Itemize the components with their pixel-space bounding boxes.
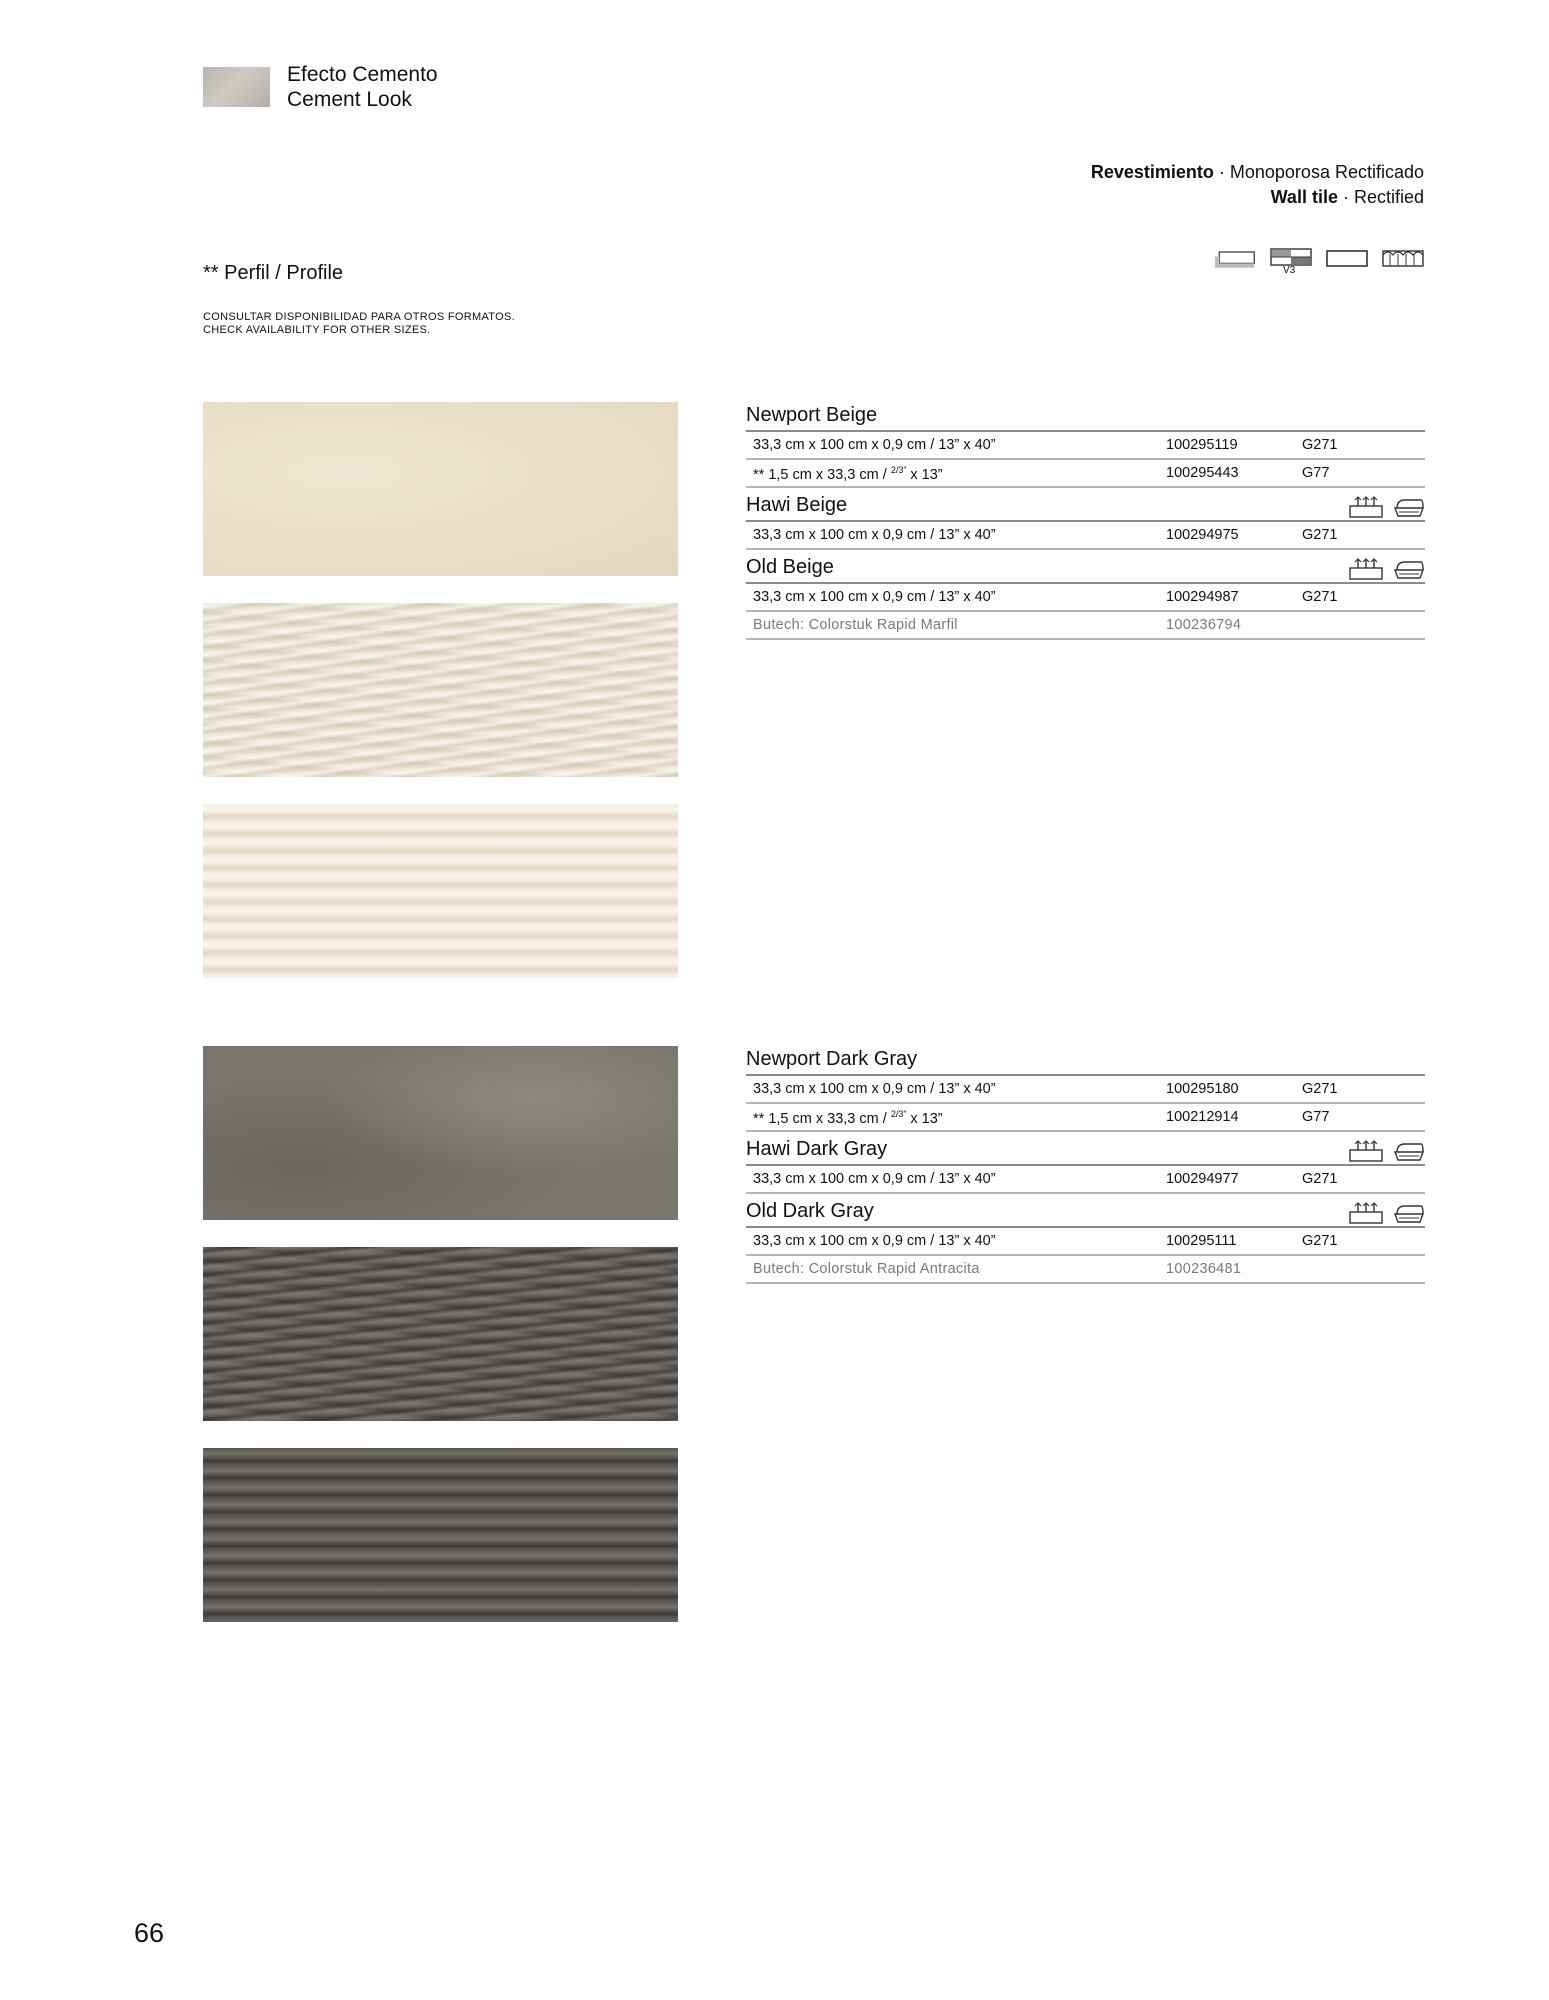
usage-icons (1349, 1140, 1425, 1162)
product-heading (746, 1042, 1425, 1076)
product-name: Old Dark Gray (746, 1200, 874, 1222)
group-cell: G77 (1302, 465, 1330, 481)
group-cell: G77 (1302, 1109, 1330, 1125)
rectified-edge-icon (1214, 248, 1256, 270)
tile-image-old-dark-gray (203, 1448, 678, 1622)
code-cell: 100294977 (1166, 1171, 1239, 1187)
kitchen-icon (1349, 496, 1383, 518)
product-heading (746, 1194, 1425, 1228)
code-cell: 100295443 (1166, 465, 1239, 481)
type-es-bold: Revestimiento (1090, 162, 1214, 182)
code-cell: 100212914 (1166, 1109, 1239, 1125)
shade-variation-v3-icon (1270, 248, 1312, 276)
butech-row (746, 612, 1425, 640)
group-cell: G271 (1302, 1171, 1338, 1187)
spec-table-dark-gray (746, 1042, 1425, 1284)
size-cell: 33,3 cm x 100 cm x 0,9 cm / 13” x 40” (753, 589, 996, 605)
butech-label: Butech: Colorstuk Rapid Marfil (753, 617, 958, 633)
product-name: Newport Beige (746, 404, 878, 426)
profile-note: ** Perfil / Profile (203, 262, 344, 284)
usage-icons (1349, 1202, 1425, 1224)
group-cell: G271 (1302, 1081, 1338, 1097)
size-cell: 33,3 cm x 100 cm x 0,9 cm / 13” x 40” (753, 1081, 996, 1097)
spec-row (746, 584, 1425, 612)
size-cell: 33,3 cm x 100 cm x 0,9 cm / 13” x 40” (753, 527, 996, 543)
relief-surface-icon (1382, 248, 1424, 270)
code-cell: 100295119 (1166, 437, 1238, 453)
category-title-en: Cement Look (287, 88, 412, 111)
bathroom-icon (1393, 496, 1425, 518)
product-name: Hawi Dark Gray (746, 1138, 888, 1160)
spec-row (746, 1228, 1425, 1256)
size-cell: ** 1,5 cm x 33,3 cm / $^{2/3”}$ x 13” (753, 465, 943, 483)
availability-en: CHECK AVAILABILITY FOR OTHER SIZES. (203, 324, 431, 336)
group-cell: G271 (1302, 527, 1338, 543)
product-heading (746, 1132, 1425, 1166)
bathroom-icon (1393, 1202, 1425, 1224)
tile-image-hawi-dark-gray (203, 1247, 678, 1421)
group-cell: G271 (1302, 1233, 1338, 1249)
spec-row (746, 432, 1425, 460)
wall-tile-icon (1326, 248, 1368, 270)
type-es-rest: · Monoporosa Rectificado (1218, 162, 1424, 182)
format-icons (1214, 248, 1424, 276)
shade-variation-label: V3 (1283, 265, 1296, 276)
availability-note (203, 311, 515, 337)
usage-icons (1349, 496, 1425, 518)
code-cell: 100295180 (1166, 1081, 1239, 1097)
bathroom-icon (1393, 1140, 1425, 1162)
kitchen-icon (1349, 558, 1383, 580)
butech-label: Butech: Colorstuk Rapid Antracita (753, 1261, 980, 1277)
product-type (1091, 160, 1424, 210)
code-cell: 100294987 (1166, 589, 1239, 605)
kitchen-icon (1349, 1140, 1383, 1162)
tile-image-newport-dark-gray (203, 1046, 678, 1220)
butech-code: 100236794 (1166, 617, 1242, 633)
tile-image-newport-beige (203, 402, 678, 576)
spec-row (746, 1076, 1425, 1104)
category-title-es: Efecto Cemento (287, 63, 438, 86)
type-en-bold: Wall tile (1270, 187, 1338, 207)
butech-row (746, 1256, 1425, 1284)
size-cell: 33,3 cm x 100 cm x 0,9 cm / 13” x 40” (753, 1171, 996, 1187)
page-number: 66 (134, 1918, 165, 1948)
tile-image-old-beige (203, 804, 678, 978)
group-cell: G271 (1302, 589, 1338, 605)
tile-image-hawi-beige (203, 603, 678, 777)
availability-es: CONSULTAR DISPONIBILIDAD PARA OTROS FORMATOS. (203, 311, 515, 323)
spec-row (746, 1104, 1425, 1132)
size-cell: 33,3 cm x 100 cm x 0,9 cm / 13” x 40” (753, 1233, 996, 1249)
bathroom-icon (1393, 558, 1425, 580)
butech-code: 100236481 (1166, 1261, 1242, 1277)
product-name: Hawi Beige (746, 494, 848, 516)
spec-table-beige (746, 398, 1425, 640)
code-cell: 100295111 (1166, 1233, 1237, 1249)
product-name: Newport Dark Gray (746, 1048, 918, 1070)
type-en-rest: · Rectified (1342, 187, 1424, 207)
usage-icons (1349, 558, 1425, 580)
cement-swatch (203, 67, 270, 107)
spec-row (746, 1166, 1425, 1194)
size-cell: 33,3 cm x 100 cm x 0,9 cm / 13” x 40” (753, 437, 996, 453)
product-heading (746, 488, 1425, 522)
spec-row (746, 522, 1425, 550)
group-cell: G271 (1302, 437, 1338, 453)
kitchen-icon (1349, 1202, 1383, 1224)
product-heading (746, 550, 1425, 584)
size-cell: ** 1,5 cm x 33,3 cm / $^{2/3”}$ x 13” (753, 1109, 943, 1127)
code-cell: 100294975 (1166, 527, 1239, 543)
product-heading (746, 398, 1425, 432)
product-name: Old Beige (746, 556, 834, 578)
spec-row (746, 460, 1425, 488)
